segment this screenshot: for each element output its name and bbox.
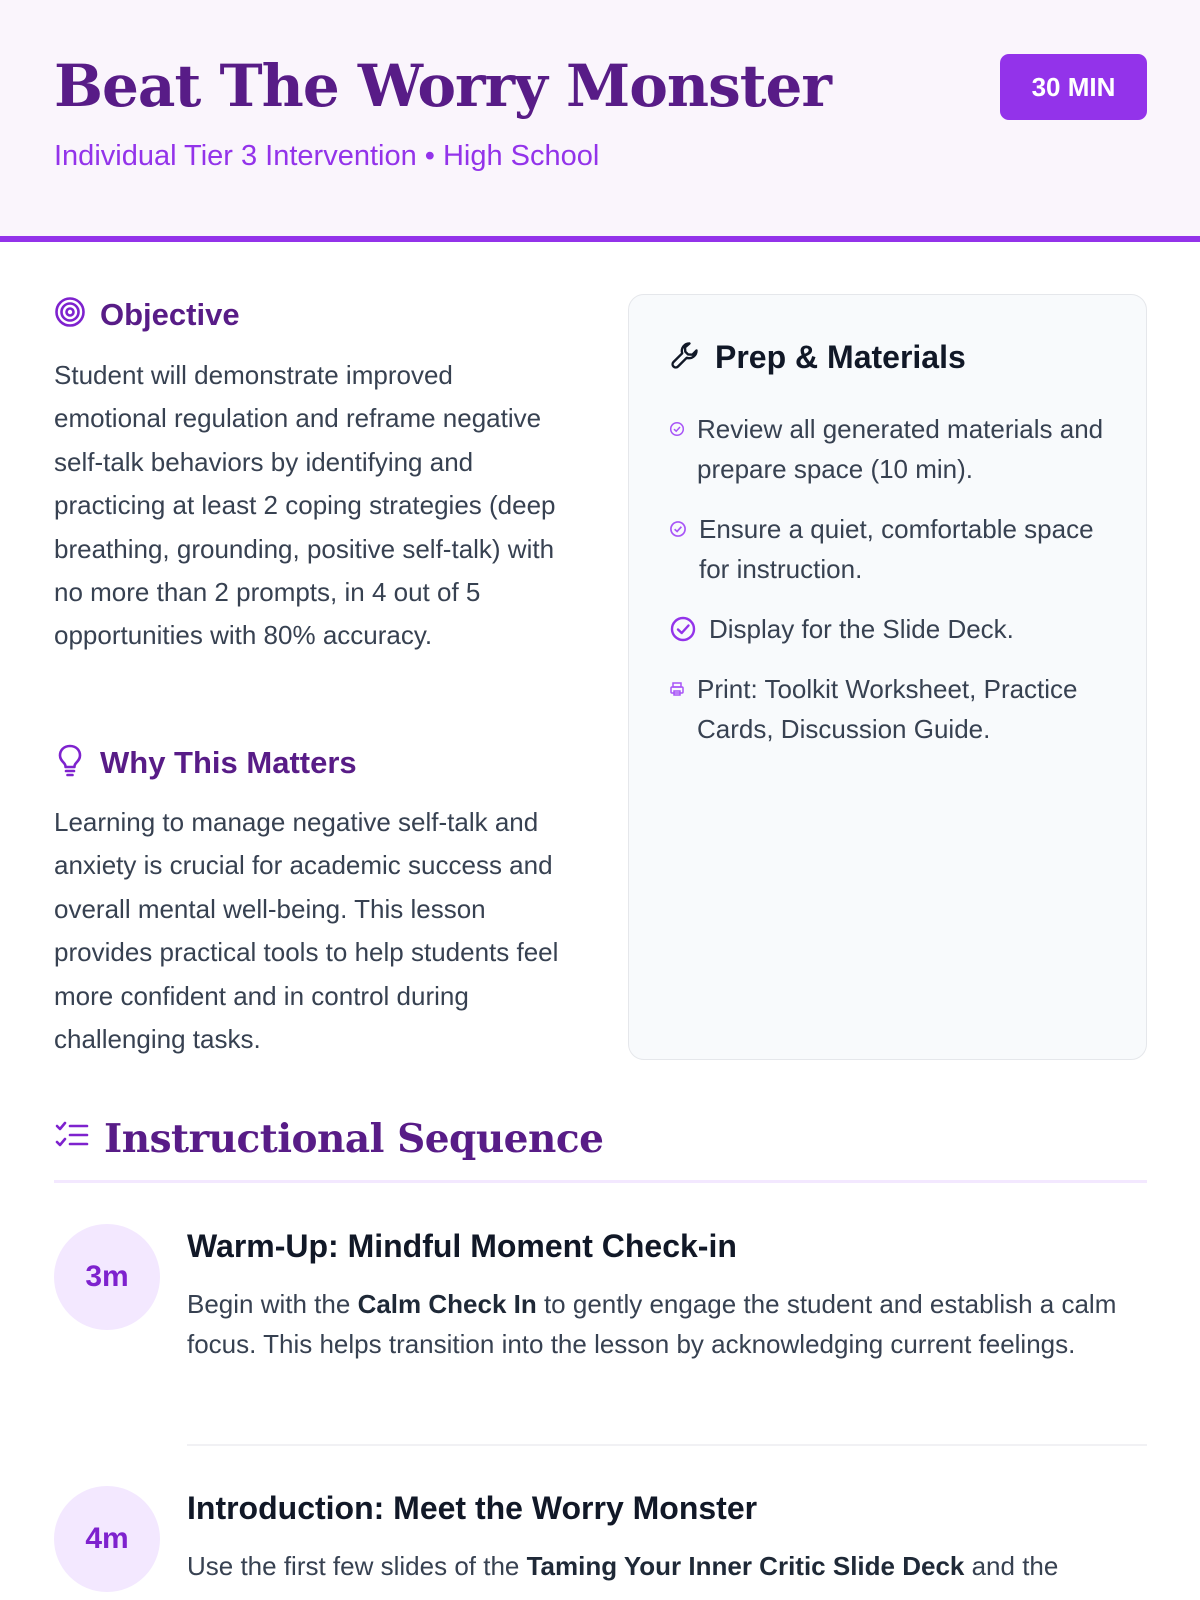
objective-title: Objective <box>100 296 240 332</box>
sequence-title: Instructional Sequence <box>104 1116 604 1162</box>
lesson-header <box>0 0 1200 242</box>
objective-heading <box>54 296 240 333</box>
sequence-step <box>54 1486 1147 1600</box>
sequence-divider <box>54 1180 1147 1183</box>
target-icon <box>54 296 86 333</box>
step-title: Introduction: Meet the Worry Monster <box>187 1490 758 1526</box>
step-duration: 4m <box>54 1486 160 1592</box>
prep-title: Prep & Materials <box>715 339 966 375</box>
page-title: Beat The Worry Monster <box>54 52 831 120</box>
step-divider <box>187 1444 1147 1446</box>
why-text: Learning to manage negative self-talk and anxiety is crucial for academic success and overall mental well-being. This lesson provides practical tools to help students feel more confident and in control during challenging tasks. <box>54 807 559 1055</box>
check-circle-icon <box>669 409 685 449</box>
step-material-name: Taming Your Inner Critic Slide Deck <box>526 1551 965 1581</box>
why-heading <box>54 743 357 782</box>
duration-badge: 30 MIN <box>1000 54 1147 120</box>
list-checks-icon <box>54 1120 90 1159</box>
prep-item-text: Print: Toolkit Worksheet, Practice Cards, Discussion Guide. <box>697 674 1078 744</box>
why-title: Why This Matters <box>100 744 357 780</box>
check-circle-icon <box>669 509 687 549</box>
prep-item <box>669 669 1109 749</box>
prep-item-text: Display for the Slide Deck. <box>709 614 1014 644</box>
wrench-icon <box>669 339 701 376</box>
sequence-heading <box>54 1116 603 1162</box>
check-circle-icon <box>669 609 697 649</box>
step-body: Begin with the Calm Check In to gently engage the student and establish a calm focus. This helps transition into the lesson by acknowledging current feelings. <box>187 1289 1117 1359</box>
page-subtitle: Individual Tier 3 Intervention • High School <box>54 140 600 172</box>
prep-item <box>669 509 1109 589</box>
step-body: Use the first few slides of the Taming Your Inner Critic Slide Deck and the <box>187 1551 1059 1581</box>
prep-item <box>669 609 1109 649</box>
step-material-name: Calm Check In <box>357 1289 537 1319</box>
prep-item-text: Review all generated materials and prepare space (10 min). <box>697 414 1104 484</box>
objective-text: Student will demonstrate improved emotional regulation and reframe negative self-talk behaviors by identifying and practicing at least 2 coping strategies (deep breathing, grounding, positive self-talk) with no more than 2 prompts, in 4 out of 5 opportunities with 80% accuracy. <box>54 360 556 651</box>
lightbulb-icon <box>54 743 86 782</box>
prep-item-text: Ensure a quiet, comfortable space for instruction. <box>699 514 1094 584</box>
sequence-step <box>54 1224 1147 1404</box>
prep-item <box>669 409 1109 489</box>
prep-list <box>669 409 1109 769</box>
step-duration: 3m <box>54 1224 160 1330</box>
prep-materials-card <box>628 294 1147 1060</box>
step-title: Warm-Up: Mindful Moment Check-in <box>187 1228 737 1264</box>
printer-icon <box>669 669 685 709</box>
prep-heading <box>669 339 966 376</box>
